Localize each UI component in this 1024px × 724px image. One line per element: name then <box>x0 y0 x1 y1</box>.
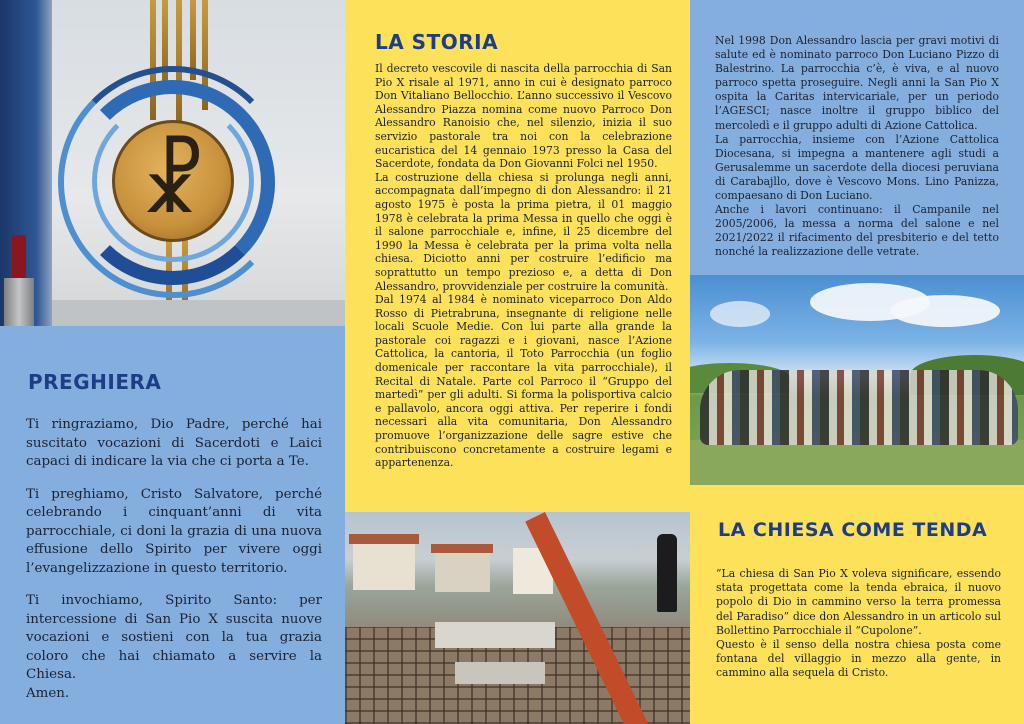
preghiera-panel <box>0 326 345 724</box>
tenda-panel <box>690 485 1024 724</box>
storia-paragraph: Dal 1974 al 1984 è nominato viceparroco Don Aldo Rosso di Pietrabruna, insegnante di religione nelle locali Scuole Medie. Con lui parte alla grande la pastorale coi ragazzi e i giovani, nasce l’Azione Cattolica, la cantoria, il Toto Parrocchia (un foglio domenicale per raccontare la vita parrocchiale), il Recital di Natale. Parte col Parroco il “Gruppo del martedì” per gli adulti. Si forma la polisportiva calcio e pallavolo, ancora oggi attiva. Per reperire i fondi necessari alla vita comunitaria, Don Alessandro promuove l’organizzazione delle sagre estive che contribuiscono concretamente a costruire legami e appartenenza. <box>375 293 672 470</box>
preghiera-title: PREGHIERA <box>28 370 162 394</box>
preghiera-text <box>26 416 322 717</box>
prayer-paragraph: Ti invochiamo, Spirito Santo: per intercessione di San Pio X suscita nuove vocazioni e sostieni con la tua grazia coloro che hai chiamato a servire la Chiesa. <box>26 593 322 682</box>
storia-title: LA STORIA <box>375 30 499 54</box>
continuazione-paragraph: Nel 1998 Don Alessandro lascia per gravi motivi di salute ed è nominato parroco Don Luciano Pizzo di Balestrino. La parrocchia c’è, è viva, e al nuovo parroco spetta proseguire. Negli anni la San Pio X ospita la Caritas intervicariale, per un periodo l’AGESCI; nasce inoltre il gruppo biblico del mercoledì e il gruppo adulti di Azione Cattolica. <box>715 34 999 132</box>
prayer-paragraph: Ti preghiamo, Cristo Salvatore, perché celebrando i cinquant’anni di vita parrocchiale, ci doni la grazia di una nuova effusione dello Spirito per vivere oggi l’evangelizzazione in questo territorio. <box>26 486 322 576</box>
chi-rho-mosaic-photo <box>0 0 345 326</box>
storia-paragraph: La costruzione della chiesa si prolunga negli anni, accompagnata dall’impegno di don Alessandro: il 21 agosto 1975 è posta la prima pietra, il 01 maggio 1978 è celebrata la prima Messa in quello che oggi è il salone parrocchiale e, infine, il 25 dicembre del 1990 la Messa è celebrata per la prima volta nella chiesa. Diciotto anni per costruire l’edificio ma soprattutto un tempo prezioso e, a detta di Don Alessandro, provvidenziale per costruire la comunità. <box>375 170 672 293</box>
storia-text <box>375 62 672 470</box>
storia-paragraph: Il decreto vescovile di nascita della parrocchia di San Pio X risale al 1971, anno in cui è designato parroco Don Vitaliano Bellocchio. L’anno successivo il Vescovo Alessandro Piazza nomina come nuovo Parroco Don Alessandro Ranoisio che, nel silenzio, inizia il suo servizio pastorale tra noi con la celebrazione eucaristica del 14 gennaio 1973 presso la Casa del Sacerdote, fondata da Don Giovanni Folci nel 1950. <box>375 62 672 171</box>
continuazione-paragraph: Anche i lavori continuano: il Campanile nel 2005/2006, la messa a norma del salone e nel 2021/2022 il rifacimento del presbiterio e del tetto nonché la realizzazione delle vetrate. <box>715 203 999 259</box>
parish-group-photo <box>690 275 1024 485</box>
chi-rho-symbol: ☧ <box>140 134 206 232</box>
prayer-amen: Amen. <box>26 685 70 701</box>
tenda-paragraph: Questo è il senso della nostra chiesa posta come fontana del villaggio in mezzo alla gente, in cammino alla sequela di Cristo. <box>716 638 1001 680</box>
prayer-paragraph: Ti ringraziamo, Dio Padre, perché hai suscitato vocazioni di Sacerdoti e Laici capaci di indicare la via che ci porta a Te. <box>26 417 322 469</box>
tenda-title: LA CHIESA COME TENDA <box>718 519 988 541</box>
storia-panel <box>345 0 690 512</box>
continuazione-panel <box>690 0 1024 275</box>
church-construction-photo <box>345 512 690 724</box>
tenda-text <box>716 567 1001 681</box>
continuazione-text <box>715 34 999 260</box>
continuazione-paragraph: La parrocchia, insieme con l’Azione Cattolica Diocesana, si impegna a mantenere agli studi a Gerusalemme un sacerdote della diocesi peruviana di Carabajllo, dove è Vescovo Mons. Lino Panizza, compaesano di Don Luciano. <box>715 132 999 203</box>
tenda-paragraph: “La chiesa di San Pio X voleva significare, essendo stata progettata come la tenda ebraica, il nuovo popolo di Dio in cammino verso la terra promessa del Paradiso” dice don Alessandro in un articolo sul Bollettino Parrocchiale il “Cupolone”. <box>716 567 1001 637</box>
